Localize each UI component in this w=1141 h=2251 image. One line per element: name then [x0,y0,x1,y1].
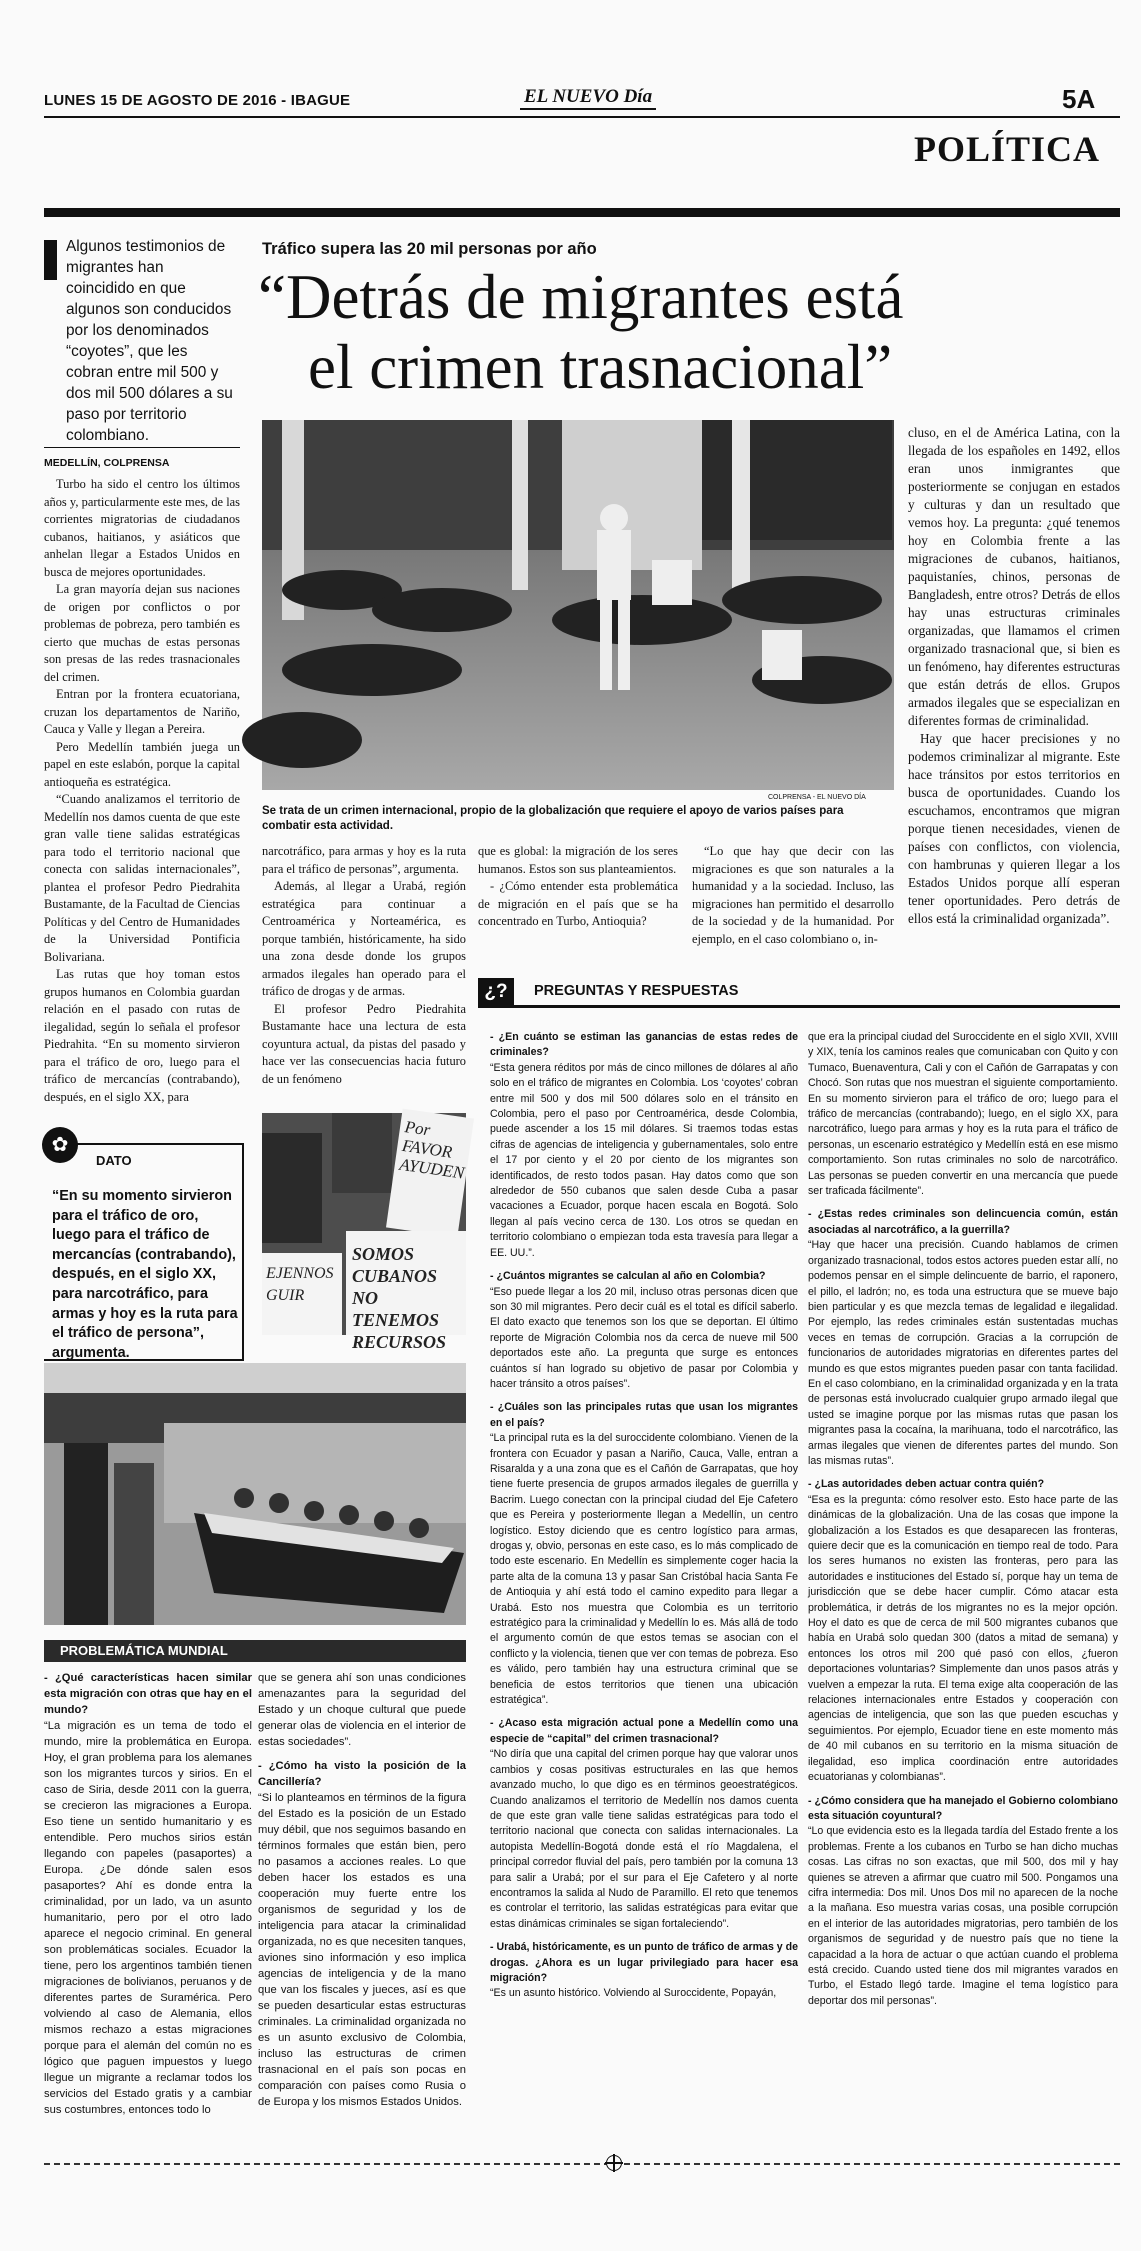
paragraph: narcotráfico, para armas y hoy es la ruta para el tráfico de personas”, argumenta. [262,844,466,876]
footer-rule [44,2163,1120,2165]
dato-box [44,1134,244,1361]
question: - ¿Las autoridades deben actuar contra quién? [808,1478,1045,1491]
paragraph: que es global: la migración de los seres humanos. Estos son sus planteamientos. [478,844,678,876]
kicker: Tráfico supera las 20 mil personas por año [262,240,597,258]
paragraph: Hay que hacer precisiones y no podemos criminalizar al migrante. Este hace tránsitos por estos territorios en busca de oportunidades. Cuando los escuchamos, encontramos que migran porque tienen necesidades, vienen de países con conflictos, con violencia, con hambrunas y quieren llegar a los Estados Unidos porque allí esperan tener oportunidades. Pero detrás de ellos está la criminalidad organizada”. [908,731,1120,926]
paragraph: “Cuando analizamos el territorio de Medellín nos damos cuenta de que este gran valle tiene salidas estratégicas para todo el territorio nacional que conecta con salidas internacionales”, plantea el profesor Pedro Piedrahita Bustamante, de la Facultad de Ciencias Políticas y del Centro de Humanidades de la Universidad Pontificia Bolivariana. [44,792,240,964]
problematica-header [44,1640,466,1662]
article-column-3 [478,843,678,967]
problematica-right-column [258,1670,466,2210]
answer: “La principal ruta es la del suroccidente colombiano. Vienen de la frontera con Ecuador y pasan a Nariño, Cauca, Valle, entran a Risaralda y a una zona que es el Cañón de Garrapatas, que hoy tiene fuerte presencia de grupos armados ilegales de guerrilla y Bacrim. Luego conectan con la principal ciudad del Eje Cafetero que es Pereira y posteriormente llegan a Medellín, un centro logístico. Estoy diciendo que es centro logístico para armas, drogas y, obvio, personas en este caso, es lo más complicado de todo este escenario. En Medellín es simplemente coger hacia la parte alta de la comuna 13 y pasar San Cristóbal hacia Santa Fe de Antioquia y ahí está todo el camino expedito para llegar a Urabá. Esto nos muestra que Colombia es un territorio estratégico para la criminalidad y Medellín lo es. Más allá de todo el argumento común de que estos temas se asocian con el conflicto y la violencia, tienen que ver con temas de pobreza. Eso es válido, pero también hay una estructura criminal que se beneficia de estos territorios que tienen una ubicación estratégica”. [490,1432,798,1707]
lead-marker [44,240,57,280]
masthead-text: EL NUEVO Día [524,86,653,107]
answer: “Es un asunto histórico. Volviendo al Suroccidente, Popayán, [490,1987,777,2000]
question: - ¿Acaso esta migración actual pone a Medellín como una especie de “capital” del crimen trasnacional? [490,1717,798,1745]
section-title: POLÍTICA [914,129,1101,169]
answer: “La migración es un tema de todo el mundo, mire la problemática en Europa. Hoy, el gran problema para los alemanes son los migrantes turcos y sirios. En el caso de Siria, desde 2011 con la guerra, se crecieron las migraciones a Europa. Eso tiene un sentido humanitario y es entendible. Pero muchos sirios están llegando con papeles (pasaportes) a Europa. ¿De dónde salen esos pasaportes? Ahí es donde entra la criminalidad, por un lado, va un asunto humanitario, pero por el otro lado aparece el negocio criminal. En general son problemáticas sociales. Ecuador la tiene, pero los argentinos también tienen migraciones de bolivianos, peruanos y de diferentes partes de Suramérica. Pero volviendo al caso de Alemania, ellos mismos rechazo a estas migraciones porque para el alemán del común no es lógico que paguen impuestos y luego llegue un migrante a reclamar todos los servicios del Estado gratis y a cambiar sus costumbres, entonces todo lo [44,1720,252,2116]
answer: “Esa es la pregunta: cómo resolver esto. Esto hace parte de las dinámicas de la globalización. Una de las cosas que impone la globalización a los Estados es que desaparecen las fronteras, quiere decir que es la comunicación en tiempo real de todo. Para los seres humanos no existen las fronteras, pero para las autoridades e instituciones del Estado sí, porque hay un tema de jurisdicción que se debe hacer cumplir. Cómo atacar esta problemática, ir detrás de los migrantes no es la mejor opción. Hoy el dato es que de cerca de mil 500 migrantes cubanos que había en Urabá solo quedan 300 (datos a mitad de semana) y entonces los otros mil 200 qué pasó con ellos, ¿fueron deportaciones voluntarias? Simplemente dan unos pasos atrás y vuelven a empezar la ruta. El tema exige alta cooperación de las relaciones internacionales entre Estados y cooperación con agencias de inteligencia, que son las que pueden escuchas y seguimientos. Por ejemplo, Ecuador tiene en este momento más de 40 mil cubanos en su territorio en la misma situación de ilegalidad, eso implica coordinación entre autoridades ecuatorianas y colombianas”. [808,1493,1118,1784]
question: - ¿Cuántos migrantes se calculan al año en Colombia? [490,1270,766,1283]
qa-title: PREGUNTAS Y RESPUESTAS [534,983,739,999]
masthead-logo [520,86,656,110]
dato-label: DATO [96,1153,132,1168]
question: - ¿Cómo ha visto la posición de la Cancillería? [258,1760,466,1788]
problematica-title: PROBLEMÁTICA MUNDIAL [60,1643,228,1658]
main-photo [262,420,894,790]
page-number: 5A [1062,84,1096,114]
qa-left-column [490,1030,798,2120]
article-column-5 [908,424,1120,976]
answer: que era la principal ciudad del Suroccidente en el siglo XVII, XVIII y XIX, tenía los caminos reales que comunicaban con Quito y con Tumaco, Buenaventura, Cali y con el Cañón de Garrapatas y con Chocó. Son rutas que nos muestran el siguiente comportamiento. En su momento sirvieron para el tráfico de oro; luego para el tráfico de mercancías (contrabando); luego, en el siglo XX, para narcotráfico, luego para armas y hoy es la ruta para el tráfico de personas, un escenario estratégico y Medellín está en ese mismo comportamiento. Son rutas criminales no solo de narcotráfico. Las personas se pueden convertir en una mercancía que puede ser traficada fácilmente”. [808,1031,1118,1198]
migrants-boat-image [44,1363,466,1625]
dato-text: “En su momento sirvieron para el tráfico de oro, luego para el tráfico de mercancías (contrabando), después, en el siglo XX, para narcotráfico, para armas y hoy es la ruta para el tráfico de persona”, argumenta. [52,1188,238,1361]
lead-divider [44,447,240,448]
paragraph: El profesor Pedro Piedrahita Bustamante hace una lectura de esta coyuntura actual, da pistas del pasado y hace ver las consecuencias hacia futuro de un fenómeno [262,1001,466,1086]
paragraph: - ¿Cómo entender esta problemática de migración en el país que se ha concentrado en Turbo, Antioquia? [478,879,678,928]
answer: “Hay que hacer una precisión. Cuando hablamos de crimen organizado trasnacional, todos estos actores pueden estar allí, no podemos pensar en el simple delincuente de barrio, el raponero, el pillo, el ladrón; no, es toda una estructura que se mueve bajo bien particular y es que mezcla temas de legalidad e ilegalidad. Por ejemplo, las redes criminales están sustentadas muchas veces en temas de corrupción. Gracias a la corrupción de funcionarios de autoridades migratorias en diferentes partes del mundo es que estos migrantes pueden pasar con tanta facilidad. En el caso colombiano, en la criminalidad organizada y en la trata de personas está involucrado cualquier grupo armado ilegal que usted se imagine porque por las mismas rutas que pasan los migrantes pasa la cocaína, la marihuana, todo el narcotráfico, las armas ilegales que vienen de diferentes partes del mundo. Son las mismas rutas”. [808,1239,1118,1467]
paragraph: Turbo ha sido el centro los últimos años y, particularmente este mes, de las corrientes migratorias de ciudadanos cubanos, haitianos, y asiáticos que anhelan llegar a Estados Unidos en busca de mejores oportunidades. [44,477,240,579]
section-bar [44,208,1120,217]
article-column-1 [44,476,240,1112]
question: - ¿Qué características hacen similar esta migración con otras que hay en el mundo? [44,1672,252,1716]
dateline: MEDELLÍN, COLPRENSA [44,457,170,469]
paragraph: Entran por la frontera ecuatoriana, cruzan los departamentos de Nariño, Cauca y Valle y llegan a Pereira. [44,687,240,736]
boat-photo [44,1363,466,1625]
qa-right-column [808,1030,1118,2120]
question: - Urabá, históricamente, es un punto de tráfico de armas y de drogas. ¿Ahora es un lugar privilegiado para hacer esa migración? [490,1941,798,1984]
sign-text-help: Por FAVOR AYUDEN [398,1117,466,1183]
qa-icon: ¿? [478,978,514,1006]
article-column-2 [262,843,466,1113]
question: - ¿En cuánto se estiman las ganancias de estas redes de criminales? [490,1031,798,1059]
answer: “Eso puede llegar a los 20 mil, incluso otras personas dicen que son 30 mil migrantes. Pero decir cuál es el total es difícil saberlo. El dato exacto que tenemos son los que se deportan. El último reporte de Migración Colombia nos da cerca de nueve mil 500 deportados este año. La pregunta que surge es entonces cuántos sí han logrado su objetivo de pasar por Colombia y hacer tránsito a otros países”. [490,1285,798,1390]
question: - ¿Cómo considera que ha manejado el Gobierno colombiano esta situación coyuntural? [808,1794,1118,1822]
question: - ¿Cuáles son las principales rutas que usan los migrantes en el país? [490,1401,798,1429]
sign-text-cubans: SOMOS CUBANOS NO TENEMOS RECURSOS [352,1244,447,1352]
paragraph: “Lo que hay que decir con las migraciones es que son naturales a la humanidad y a la sociedad. Incluso, las migraciones han permitido el desarrollo de la sociedad y de la humanidad. Por ejemplo, en el caso colombiano o, in- [692,844,894,946]
protest-photo [262,1113,466,1352]
photo-credit: COLPRENSA - EL NUEVO DÍA [768,794,866,801]
header-rule [44,116,1120,118]
answer: “Esta genera réditos por más de cinco millones de dólares al año solo en el tráfico de migrantes en Colombia. Los ‘coyotes’ cobran entre mil 500 y dos mil 500 dólares solo en el tránsito en Colombia, pero el paso por Centroamérica, desde Colombia, puede ascender a los 15 mil dólares. Si traemos todas estas cifras de agencias de inteligencia y gubernamentales, solo entre el 17 por ciento y el 20 por ciento de los migrantes son identificados, de resto todos pasan. Hay datos como que son alrededor de 550 cubanos que salen desde Cuba a pasar vacaciones a Ecuador, porque hacen escala en Bogotá. Solo llegan al país vecino cerca de 130. Los otros se quedan en territorio colombiano o empiezan toda esta travesía para llegar a EE. UU.”. [490,1061,798,1259]
article-column-4 [692,843,894,967]
photo-caption: Se trata de un crimen internacional, propio de la globalización que requiere el apoyo de varios países para combatir esta actividad. [262,805,844,832]
sign-text-leave: EJENNOS GUIR [266,1265,334,1304]
dato-icon: ✿ [42,1127,78,1163]
paragraph: cluso, en el de América Latina, con la llegada de los españoles en 1492, ellos eran unos inmigrantes que posteriormente se conjugan en estados y culturas y dan un resultado que vemos hoy. La pregunta: ¿qué tenemos hoy en Colombia frente a las migraciones de cubanos, haitianos, paquistaníes, chinos, personas de Bangladesh, entre otros? Detrás de ellos hay unas estructuras criminales organizadas, que llamamos el crimen organizado trasnacional que, si bien es un fenómeno, hay diferentes estructuras que están detrás de ellos. Grupos armados ilegales que se especializan en diferentes formas de criminalidad. [908,425,1120,728]
headline-line-1: “Detrás de migrantes está [258,262,904,332]
problematica-left-column [44,1670,252,2210]
answer: que se genera ahí son unas condiciones amenazantes para la seguridad del Estado y un choque cultural que puede generar olas de violencia en el interior de estas sociedades”. [258,1672,466,1748]
qa-header [478,978,1120,1008]
paragraph: Pero Medellín también juega un papel en este eslabón, porque la capital antioqueña es estratégica. [44,739,240,789]
paragraph: La gran mayoría dejan sus naciones de origen por conflictos o por problemas de pobreza, pero también es cierto que muchas de estas personas son presas de las redes trasnacionales del crimen. [44,582,240,684]
headline-line-2: el crimen trasnacional” [308,332,893,402]
answer: “Lo que evidencia esto es la llegada tardía del Estado frente a los problemas. Frente a los cubanos en Turbo se han dicho muchas cosas. Las cifras no son exactas, que mil 500, dos mil y hay quienes se atreven a afirmar que cuatro mil 500. Pongamos una cifra intermedia: Dos mil. Unos Dos mil no aparecen de la noche a la mañana. Eso muestra varias cosas, una posible corrupción en el interior de las autoridades migratorias, pero también de los organismos de seguridad y de nuestro país que no tiene la capacidad a la hora de actuar o que actúan cuando el problema está crecido. Cuando usted tiene dos mil migrantes varados en Turbo, el Estado llegó tarde. Imagine el tema logístico para deportar dos mil personas”. [808,1825,1118,2007]
migrants-hall-image [262,420,894,790]
answer: “No diría que una capital del crimen porque hay que valorar unos cambios y cosas positivas estructurales en las que hemos avanzado mucho, lo que digo es en términos geoestratégicos. Cuando analizamos el territorio de Medellín nos damos cuenta de que este gran valle tiene salidas estratégicas para todo el territorio nacional que conecta con salidas internacionales. La autopista Medellín-Bogotá donde está el río Magdalena, el principal corredor fluvial del país, pero también por la comuna 13 para salir a Urabá; por el sur para el Eje Cafetero y al norte encontramos la salida al Nudo de Paramillo. El reto que tenemos es controlar el territorio, las salidas estratégicas para evitar que estas dinámicas criminales se sigan fortaleciendo”. [490,1748,798,1930]
paragraph: Las rutas que hoy toman estos grupos humanos en Colombia guardan relación en el pasado con rutas de ilegalidad, según lo señala el profesor Piedrahita. “En su momento sirvieron para el tráfico de oro, luego para el tráfico de mercancías (contrabando), después, en el siglo XX, para [44,967,240,1104]
question: - ¿Estas redes criminales son delincuencia común, están asociadas al narcotráfico, a la guerrilla? [808,1208,1118,1236]
paragraph: Además, al llegar a Urabá, región estratégica para continuar a Centroamérica y Norteamérica, es porque también, históricamente, ha sido una zona desde donde los grupos armados ilegales han operado para el tráfico de drogas y de armas. [262,879,466,998]
date-line: LUNES 15 DE AGOSTO DE 2016 - IBAGUE [44,92,351,109]
registration-mark-icon [606,2155,622,2171]
lead-text: Algunos testimonios de migrantes han coincidido en que algunos son conducidos por los denominados “coyotes”, que les cobran entre mil 500 y dos mil 500 dólares a su paso por territorio colombiano. [66,238,233,444]
answer: “Si lo planteamos en términos de la figura del Estado es la posición de un Estado muy débil, que nos seguimos basando en términos formales que están bien, pero no pasamos a acciones reales. Lo que deben hacer los estados es una cooperación muy fuerte entre los organismos de seguridad y los de inteligencia para atacar la criminalidad organizada, no es que necesiten tanques, aviones sino información y eso implica agencias de inteligencia y de la mano que van los fiscales y jueces, así es que se pueden desarticular estas estructuras criminales. La criminalidad organizada no es un asunto exclusivo de Colombia, incluso las estructuras de crimen trasnacional en el país son pocas en comparación con países como Rusia o de Europa y los mismos Estados Unidos. [258,1792,466,2108]
